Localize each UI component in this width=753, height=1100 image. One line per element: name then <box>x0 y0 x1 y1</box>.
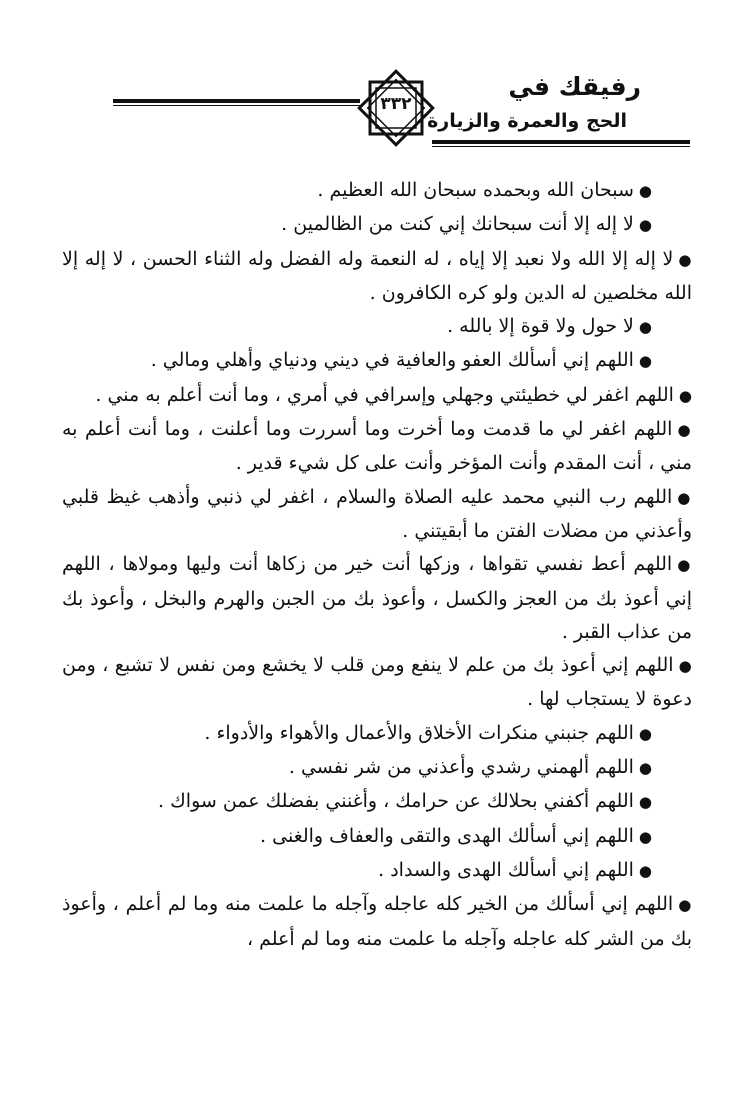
bullet-icon: ● <box>638 827 652 846</box>
bullet-icon: ● <box>638 216 652 235</box>
paragraph: ●لا حول ولا قوة إلا بالله . <box>447 315 652 338</box>
paragraph: ●اللهم اغفر لي خطيئتي وجهلي وإسرافي في أمري ، وما أنت أعلم به مني . <box>95 383 692 406</box>
bullet-icon: ● <box>638 724 652 743</box>
paragraph: ●اللهم اغفر لي ما قدمت وما أخرت وما أسررت وما أعلنت ، وما أنت أعلم به مني ، أنت المقدم وأنت المؤخر وأنت على كل شيء قدير . <box>62 418 693 475</box>
bullet-icon: ● <box>638 318 652 337</box>
bullet-icon: ● <box>677 421 693 440</box>
paragraph: ●اللهم إني أسألك الهدى والتقى والعفاف والغنى . <box>260 824 652 847</box>
paragraph: ●اللهم أكفني بحلالك عن حرامك ، وأغنني بفضلك عمن سواك . <box>158 790 652 813</box>
paragraph: ●اللهم رب النبي محمد عليه الصلاة والسلام ، اغفر لي ذنبي وأذهب غيظ قلبي وأعذني من مضلات الفتن ما أبقيتني . <box>62 485 692 542</box>
paragraph: ●اللهم إني أسألك العفو والعافية في ديني ودنياي وأهلي ومالي . <box>150 349 652 372</box>
bullet-icon: ● <box>678 386 692 405</box>
paragraph: ●لا إله إلا أنت سبحانك إني كنت من الظالمين . <box>281 213 652 236</box>
header-rule-right <box>432 140 690 147</box>
bullet-icon: ● <box>638 759 652 778</box>
bullet-icon: ● <box>678 657 692 676</box>
paragraph: ●اللهم ألهمني رشدي وأعذني من شر نفسي . <box>288 756 652 779</box>
paragraph: ●اللهم إني أعوذ بك من علم لا ينفع ومن قلب لا يخشع ومن نفس لا تشبع ، ومن دعوة لا يستجاب لها . <box>62 654 692 711</box>
paragraph: ●اللهم إني أسألك من الخير كله عاجله وآجله ما علمت منه وما لم أعلم ، وأعوذ بك من الشر كله عاجله وآجله ما علمت منه وما لم أعلم ، <box>62 893 692 950</box>
page-number: ٣٣٢ <box>380 94 412 114</box>
bullet-icon: ● <box>638 352 652 371</box>
bullet-icon: ● <box>638 182 652 200</box>
paragraph: ●اللهم أعط نفسي تقواها ، وزكها أنت خير من زكاها أنت وليها ومولاها ، اللهم إني أعوذ بك من العجز والكسل ، وأعوذ بك من الجبن والهرم والبخل ، وأعوذ بك من عذاب القبر . <box>62 553 692 643</box>
bullet-icon: ● <box>678 250 692 269</box>
book-title-top: رفيقك في <box>508 72 641 101</box>
paragraph: ●اللهم جنبني منكرات الأخلاق والأعمال والأهواء والأدواء . <box>204 721 652 744</box>
book-title-bottom: الحج والعمرة والزيارة <box>427 110 627 132</box>
page-body <box>62 174 692 956</box>
paragraph: ●لا إله إلا الله ولا نعبد إلا إياه ، له النعمة وله الفضل وله الثناء الحسن ، لا إله إلا الله مخلصين له الدين ولو كره الكافرون . <box>62 247 692 304</box>
paragraph: ●اللهم إني أسألك الهدى والسداد . <box>378 858 652 881</box>
bullet-icon: ● <box>677 488 692 507</box>
bullet-icon: ● <box>638 861 652 880</box>
paragraph: ●سبحان الله وبحمده سبحان الله العظيم . <box>317 179 652 201</box>
bullet-icon: ● <box>678 896 692 915</box>
page-header <box>0 0 753 150</box>
bullet-icon: ● <box>638 793 652 812</box>
bullet-icon: ● <box>677 556 692 575</box>
header-rule-left <box>113 99 360 106</box>
